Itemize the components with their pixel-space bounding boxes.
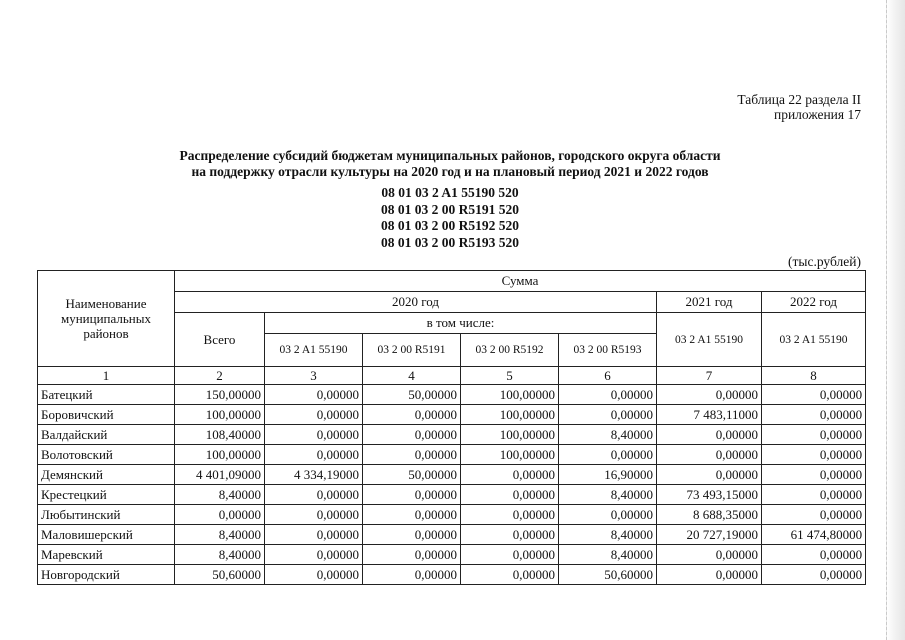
column-number: 8 xyxy=(762,367,866,385)
year-2020-header: 2020 год xyxy=(175,292,657,313)
total-value: 8,40000 xyxy=(175,525,265,545)
cell-value: 0,00000 xyxy=(363,505,461,525)
cell-value: 100,00000 xyxy=(461,425,559,445)
cell-value: 0,00000 xyxy=(363,485,461,505)
cell-value: 0,00000 xyxy=(762,545,866,565)
cell-value: 7 483,11000 xyxy=(657,405,762,425)
budget-codes xyxy=(300,185,600,251)
district-name: Маловишерский xyxy=(38,525,175,545)
subsidy-table xyxy=(37,270,866,585)
year-2021-header: 2021 год xyxy=(657,292,762,313)
total-value: 100,00000 xyxy=(175,405,265,425)
cell-value: 0,00000 xyxy=(559,445,657,465)
total-value: 108,40000 xyxy=(175,425,265,445)
cell-value: 0,00000 xyxy=(762,405,866,425)
table-ref-line2: приложения 17 xyxy=(773,107,861,122)
table-row xyxy=(38,405,866,425)
including-header: в том числе: xyxy=(265,313,657,334)
table-row xyxy=(38,505,866,525)
cell-value: 100,00000 xyxy=(461,445,559,465)
cell-value: 0,00000 xyxy=(559,385,657,405)
column-number: 2 xyxy=(175,367,265,385)
district-name: Волотовский xyxy=(38,445,175,465)
cell-value: 50,60000 xyxy=(559,565,657,585)
district-name: Крестецкий xyxy=(38,485,175,505)
cell-value: 50,00000 xyxy=(363,385,461,405)
code-header: 03 2 00 R5193 xyxy=(559,334,657,367)
column-number: 7 xyxy=(657,367,762,385)
cell-value: 0,00000 xyxy=(461,485,559,505)
code-header: 03 2 00 R5191 xyxy=(363,334,461,367)
cell-value: 0,00000 xyxy=(265,385,363,405)
document-title xyxy=(70,148,830,180)
cell-value: 100,00000 xyxy=(461,405,559,425)
budget-code: 08 01 03 2 00 R5191 520 xyxy=(381,201,519,217)
total-value: 8,40000 xyxy=(175,485,265,505)
year-2022-header: 2022 год xyxy=(762,292,866,313)
column-number: 4 xyxy=(363,367,461,385)
cell-value: 0,00000 xyxy=(363,525,461,545)
district-name: Боровичский xyxy=(38,405,175,425)
cell-value: 61 474,80000 xyxy=(762,525,866,545)
table-row xyxy=(38,445,866,465)
column-number: 1 xyxy=(38,367,175,385)
cell-value: 0,00000 xyxy=(461,525,559,545)
cell-value: 50,00000 xyxy=(363,465,461,485)
table-row xyxy=(38,465,866,485)
district-name: Новгородский xyxy=(38,565,175,585)
cell-value: 0,00000 xyxy=(559,405,657,425)
title-line2: на поддержку отрасли культуры на 2020 год и на плановый период 2021 и 2022 годов xyxy=(191,164,709,179)
cell-value: 8,40000 xyxy=(559,485,657,505)
cell-value: 16,90000 xyxy=(559,465,657,485)
district-name: Любытинский xyxy=(38,505,175,525)
scan-edge xyxy=(886,0,905,640)
sum-header: Сумма xyxy=(175,271,866,292)
cell-value: 0,00000 xyxy=(363,445,461,465)
cell-value: 0,00000 xyxy=(461,505,559,525)
cell-value: 4 334,19000 xyxy=(265,465,363,485)
cell-value: 0,00000 xyxy=(363,545,461,565)
cell-value: 0,00000 xyxy=(762,565,866,585)
cell-value: 0,00000 xyxy=(657,565,762,585)
budget-code: 08 01 03 2 00 R5192 520 xyxy=(381,218,519,233)
cell-value: 73 493,15000 xyxy=(657,485,762,505)
column-number: 5 xyxy=(461,367,559,385)
district-name: Валдайский xyxy=(38,425,175,445)
cell-value: 0,00000 xyxy=(762,485,866,505)
cell-value: 0,00000 xyxy=(265,545,363,565)
table-ref-line1: Таблица 22 раздела II xyxy=(737,92,861,107)
cell-value: 0,00000 xyxy=(762,505,866,525)
code-header-2021: 03 2 A1 55190 xyxy=(657,313,762,367)
district-name: Демянский xyxy=(38,465,175,485)
cell-value: 20 727,19000 xyxy=(657,525,762,545)
district-name: Маревский xyxy=(38,545,175,565)
cell-value: 0,00000 xyxy=(657,545,762,565)
cell-value: 0,00000 xyxy=(265,565,363,585)
total-value: 100,00000 xyxy=(175,445,265,465)
cell-value: 8,40000 xyxy=(559,425,657,445)
table-row xyxy=(38,385,866,405)
cell-value: 0,00000 xyxy=(657,385,762,405)
cell-value: 8 688,35000 xyxy=(657,505,762,525)
total-value: 4 401,09000 xyxy=(175,465,265,485)
code-header: 03 2 00 R5192 xyxy=(461,334,559,367)
budget-code: 08 01 03 2 00 R5193 520 xyxy=(381,234,519,250)
total-header: Всего xyxy=(175,313,265,367)
cell-value: 0,00000 xyxy=(461,545,559,565)
cell-value: 0,00000 xyxy=(265,445,363,465)
table-row xyxy=(38,525,866,545)
cell-value: 0,00000 xyxy=(363,405,461,425)
cell-value: 0,00000 xyxy=(559,505,657,525)
total-value: 50,60000 xyxy=(175,565,265,585)
column-number: 3 xyxy=(265,367,363,385)
cell-value: 8,40000 xyxy=(559,525,657,545)
table-row xyxy=(38,545,866,565)
title-line1: Распределение субсидий бюджетам муниципальных районов, городского округа области xyxy=(179,148,721,163)
cell-value: 0,00000 xyxy=(657,445,762,465)
cell-value: 0,00000 xyxy=(762,425,866,445)
total-value: 150,00000 xyxy=(175,385,265,405)
cell-value: 0,00000 xyxy=(762,465,866,485)
cell-value: 0,00000 xyxy=(265,425,363,445)
cell-value: 0,00000 xyxy=(363,565,461,585)
column-number: 6 xyxy=(559,367,657,385)
table-row xyxy=(38,485,866,505)
cell-value: 0,00000 xyxy=(461,465,559,485)
code-header-2022: 03 2 A1 55190 xyxy=(762,313,866,367)
total-value: 0,00000 xyxy=(175,505,265,525)
table-reference xyxy=(737,92,861,122)
cell-value: 0,00000 xyxy=(657,465,762,485)
code-header: 03 2 A1 55190 xyxy=(265,334,363,367)
cell-value: 0,00000 xyxy=(762,385,866,405)
cell-value: 0,00000 xyxy=(461,565,559,585)
table-row xyxy=(38,425,866,445)
cell-value: 0,00000 xyxy=(265,505,363,525)
cell-value: 0,00000 xyxy=(657,425,762,445)
cell-value: 0,00000 xyxy=(762,445,866,465)
cell-value: 0,00000 xyxy=(265,405,363,425)
cell-value: 0,00000 xyxy=(265,525,363,545)
table-row xyxy=(38,565,866,585)
cell-value: 100,00000 xyxy=(461,385,559,405)
cell-value: 0,00000 xyxy=(363,425,461,445)
budget-code: 08 01 03 2 A1 55190 520 xyxy=(381,185,519,200)
district-name: Батецкий xyxy=(38,385,175,405)
cell-value: 8,40000 xyxy=(559,545,657,565)
district-name-header: Наименование муниципальных районов xyxy=(38,271,175,367)
unit-label: (тыс.рублей) xyxy=(788,254,861,269)
cell-value: 0,00000 xyxy=(265,485,363,505)
total-value: 8,40000 xyxy=(175,545,265,565)
